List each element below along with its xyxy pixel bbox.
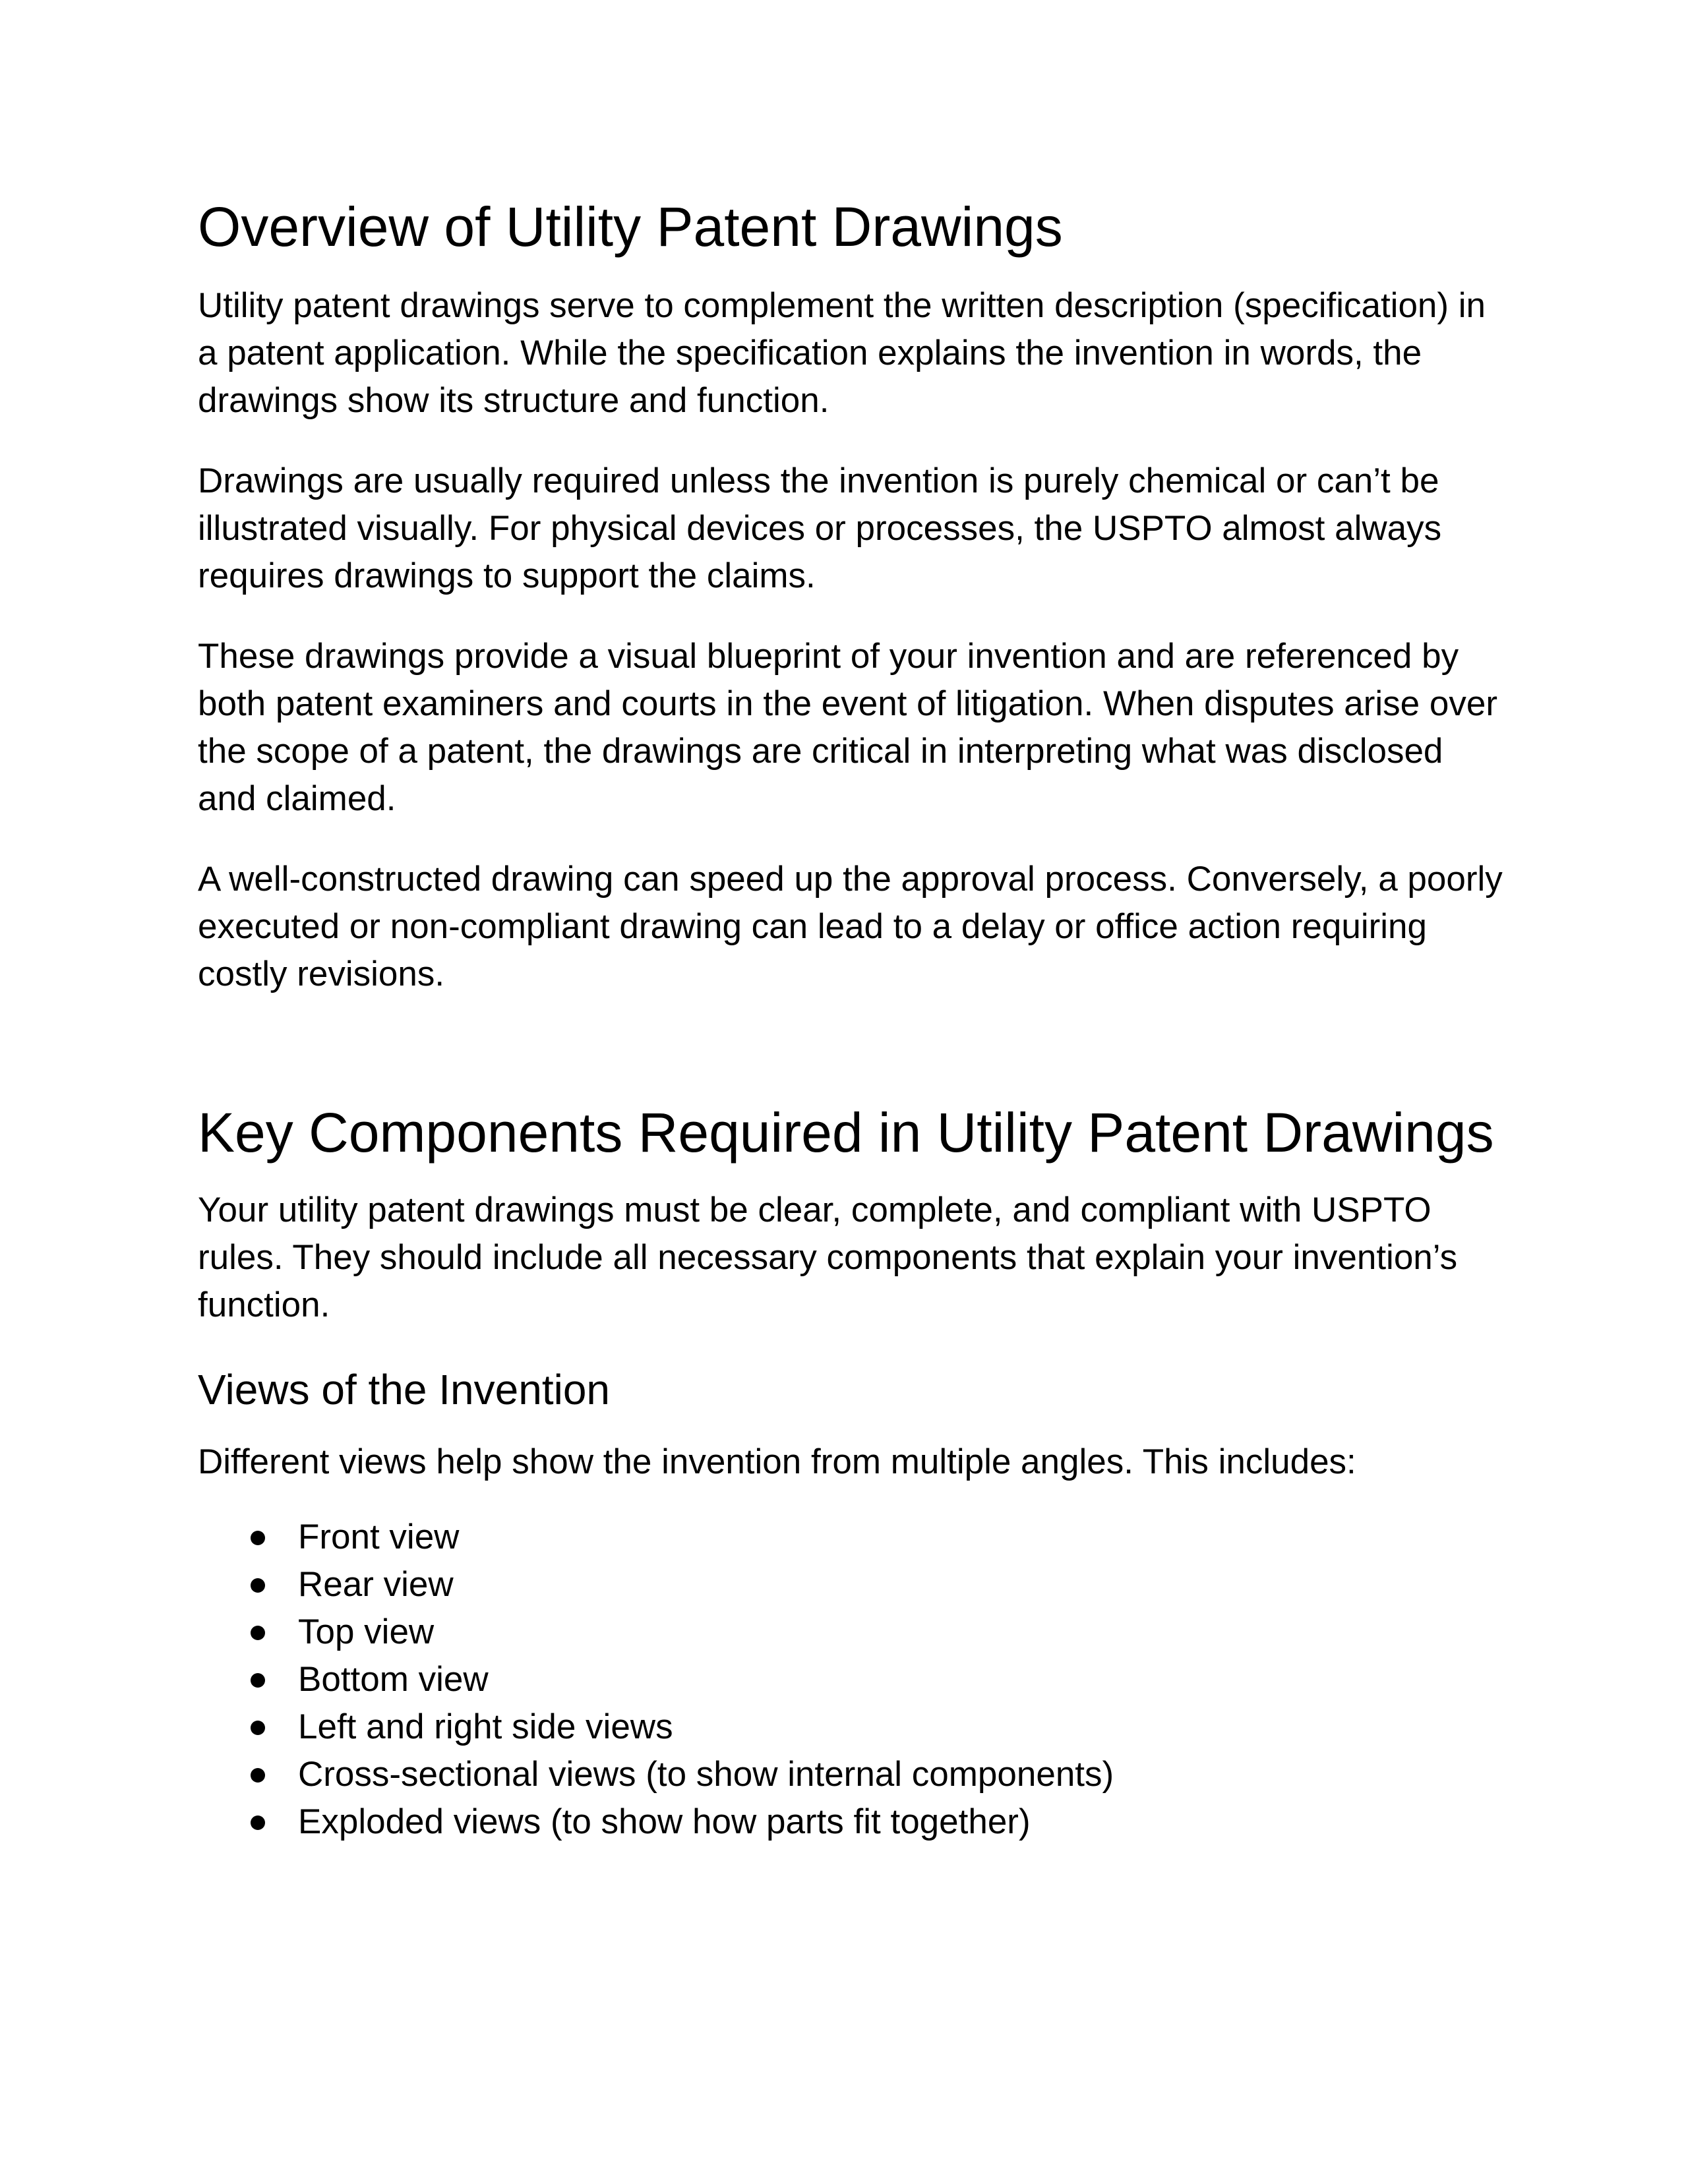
list-item-exploded-views [198,1798,1503,1846]
document-page [198,191,1503,1846]
list-item-label: Front view [298,1518,460,1556]
list-item-label: Rear view [298,1565,454,1604]
bullet-icon [251,1673,265,1688]
paragraph-overview-2: Drawings are usually required unless the invention is purely chemical or can’t be illustrated visually. For physical devices or processes, the USPTO almost always requires drawings to support the claims. [198,461,1442,595]
bullet-icon [251,1626,265,1640]
list-item-label: Exploded views (to show how parts fit together) [298,1802,1031,1841]
list-item-side-views [198,1703,1503,1751]
list-item-label: Left and right side views [298,1707,673,1746]
heading-overview: Overview of Utility Patent Drawings [198,196,1063,258]
bullet-icon [251,1721,265,1735]
list-item-label: Cross-sectional views (to show internal components) [298,1755,1114,1794]
bullet-icon [251,1768,265,1783]
list-item-label: Bottom view [298,1660,489,1699]
paragraph-overview-4: A well-constructed drawing can speed up the approval process. Conversely, a poorly executed or non-compliant drawing can lead to a delay or office action requiring costly revisions. [198,860,1503,993]
paragraph-key-components-intro: Your utility patent drawings must be clear, complete, and compliant with USPTO rules. They should include all necessary components that explain your invention’s function. [198,1191,1458,1324]
views-list [198,1514,1503,1846]
paragraph-views-intro: Different views help show the invention from multiple angles. This includes: [198,1442,1356,1481]
heading-key-components: Key Components Required in Utility Patent Drawings [198,1102,1494,1164]
list-item-rear-view [198,1561,1503,1608]
list-item-label: Top view [298,1612,435,1651]
list-item-bottom-view [198,1656,1503,1703]
bullet-icon [251,1815,265,1830]
list-item-cross-sectional-views [198,1751,1503,1798]
list-item-top-view [198,1608,1503,1656]
bullet-icon [251,1578,265,1593]
paragraph-overview-3: These drawings provide a visual blueprint of your invention and are referenced by both patent examiners and courts in the event of litigation. When disputes arise over the scope of a patent, the drawings are critical in interpreting what was disclosed and claimed. [198,637,1497,818]
bullet-icon [251,1531,265,1545]
list-item-front-view [198,1514,1503,1561]
paragraph-overview-1: Utility patent drawings serve to complement the written description (specification) in a patent application. While the specification explains the invention in words, the drawings show its structure and function. [198,286,1486,420]
heading-views-of-invention: Views of the Invention [198,1366,610,1413]
